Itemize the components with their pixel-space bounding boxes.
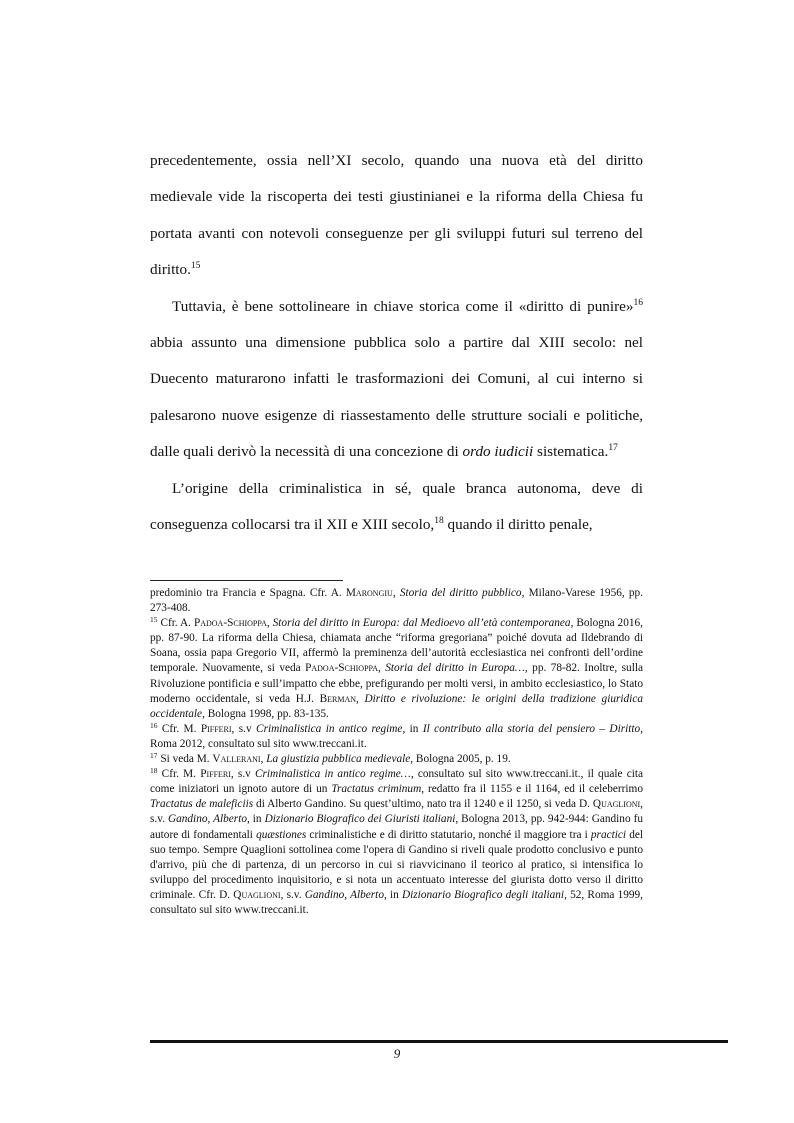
footnote-text: , pp. 78-82. Inoltre, sulla Rivoluzione pontificia e sull’impatto che ebbe, prefigurando per molti versi, in ambito ecclesiastico, lo Stato moderno occidentale, si veda H.J. — [150, 662, 643, 705]
footnote-continuation — [150, 586, 643, 616]
footnote-text: Cfr. M. — [157, 768, 201, 781]
footnote-number: 18 — [150, 766, 158, 776]
footnote-separator — [150, 580, 343, 581]
footnote-ref-16[interactable]: 16 — [633, 297, 643, 308]
page-number: 9 — [393, 1046, 401, 1061]
author-name: Vallerani — [212, 753, 261, 766]
footnote-text: , in — [246, 813, 265, 826]
paragraph-3 — [150, 471, 643, 544]
footnote-ref-18[interactable]: 18 — [434, 516, 444, 527]
footnote-text: , s.v — [231, 722, 257, 735]
footnote-text: , Bologna 2013, pp. 942-944: Gandino fu autore di fondamentali — [150, 813, 643, 841]
work-title: Dizionario Biografico dei Giuristi italiani — [264, 813, 456, 826]
work-title: Tractatus criminum — [331, 783, 422, 796]
work-title: quæstiones — [256, 828, 307, 841]
paragraph-2 — [150, 289, 643, 471]
paragraph-2-text-b: abbia assunto una dimensione pubblica solo a partire dal XIII secolo: nel Duecento maturarono infatti le trasformazioni dei Comuni, al cui interno si palesarono nuove esigenze di riassestamento delle strutture sociali e politiche, dalle quali derivò la necessità di una concezione di — [150, 334, 643, 461]
footnote-text: , — [392, 587, 400, 599]
author-name: Padoa-Schioppa — [193, 617, 267, 630]
footnote-text: , s.v. — [150, 798, 643, 826]
footnote-text: , — [378, 662, 386, 675]
author-name: Pifferi — [200, 768, 231, 781]
footnote-text: , 52, Roma 1999, consultato sul sito www.treccani.it. — [150, 888, 644, 916]
author-name: Quaglioni — [592, 798, 641, 811]
footnote-text: , Bologna 1998, pp. 83-135. — [202, 707, 329, 720]
footnote-18 — [150, 767, 643, 918]
footnote-ref-17[interactable]: 17 — [608, 443, 618, 454]
author-name: Quaglioni — [233, 888, 281, 901]
footnote-text: del suo tempo. Sempre Quaglioni sottolinea come l'opera di Gandino si riveli quale prodotto conclusivo e punto d'arrivo, più che di partenza, di un percorso in cui si riavvicinano il teorico al pratico, si intensifica lo sviluppo del procedimento inquisitorio, e si nota un accentuato interesse del giurista dotto verso il diritto criminale. Cfr. D. — [150, 828, 643, 901]
footnote-text: criminalistiche e di diritto statutario, nonché il maggiore tra i — [306, 828, 591, 841]
footnote-text: , redatto fra il 1155 e il 1164, ed il celeberrimo — [421, 783, 643, 796]
body-text — [150, 143, 643, 543]
work-title: Tractatus de maleficiis — [150, 798, 254, 811]
work-title: Storia del diritto in Europa: dal Medioevo all’età contemporanea — [272, 617, 571, 630]
footnote-text: , s.v — [230, 768, 255, 781]
footnote-text: , in — [383, 888, 402, 901]
paragraph-3-text-b: quando il diritto penale, — [443, 516, 593, 534]
footnote-text: , s.v. — [280, 888, 305, 901]
footnote-number: 16 — [150, 720, 158, 730]
author-name: Padoa-Schioppa — [305, 662, 379, 675]
footnote-text: , in — [402, 722, 423, 735]
work-title: Criminalistica in antico regime — [256, 722, 403, 735]
footer-line — [150, 1040, 728, 1044]
footnote-17 — [150, 752, 643, 767]
footnote-15 — [150, 616, 643, 722]
footnotes — [150, 586, 643, 918]
paragraph-2-italic: ordo iudicii — [462, 443, 534, 461]
footnote-text: , — [260, 753, 267, 766]
paragraph-2-text-c: sistematica. — [533, 443, 609, 461]
work-title: Il contributo alla storia del pensiero – Diritto — [422, 722, 641, 735]
author-name: Pifferi — [200, 722, 232, 735]
footnote-number: 17 — [150, 751, 158, 761]
paragraph-3-text-a: L’origine della criminalistica in sé, quale branca autonoma, deve di conseguenza collocarsi tra il XII e XIII secolo, — [150, 479, 643, 534]
work-title: Gandino, Alberto — [167, 813, 247, 826]
footnote-text: Cfr. A. — [157, 617, 194, 630]
footnote-text: , Milano-Varese 1956, pp. 273-408. — [150, 587, 643, 615]
footnote-ref-15[interactable]: 15 — [190, 261, 201, 272]
author-name: Marongiu — [345, 587, 393, 599]
footnote-text: , Bologna 2005, p. 19. — [410, 753, 511, 766]
footnote-text: predominio tra Francia e Spagna. Cfr. A. — [150, 587, 346, 599]
footnote-text: Cfr. M. — [157, 722, 201, 735]
footnote-text: di Alberto Gandino. Su quest’ultimo, nato tra il 1240 e il 1250, si veda D. — [253, 798, 593, 811]
work-title: Storia del diritto in Europa… — [385, 662, 525, 675]
footnote-text: , — [266, 617, 273, 630]
footnote-text: , Roma 2012, consultato sul sito www.treccani.it. — [150, 722, 644, 750]
footnote-text: , — [356, 692, 365, 705]
work-title: Dizionario Biografico degli italiani — [401, 888, 565, 901]
work-title: La giustizia pubblica medievale — [266, 753, 411, 766]
footnote-number: 15 — [150, 615, 158, 625]
footnote-text: , consultato sul sito www.treccani.it., il quale cita come iniziatori un ignoto autore di un — [150, 768, 643, 796]
work-title: Criminalistica in antico regime… — [254, 768, 411, 781]
footnote-text: Si veda M. — [157, 753, 213, 766]
author-name: Berman — [319, 692, 357, 705]
work-title: Diritto e rivoluzione: le origini della tradizione giuridica occidentale — [150, 692, 643, 720]
footnote-16 — [150, 722, 643, 752]
paragraph-1-text: precedentemente, ossia nell’XI secolo, quando una nuova età del diritto medievale vide la riscoperta dei testi giustinianei e la riforma della Chiesa fu portata avanti con notevoli conseguenze per gli sviluppi futuri sul terreno del diritto. — [150, 152, 643, 279]
work-title: Storia del diritto pubblico — [399, 587, 522, 599]
work-title: Gandino, Alberto — [304, 888, 384, 901]
footnote-text: , Bologna 2016, pp. 87-90. La riforma della Chiesa, chiamata anche “riforma gregoriana” poiché dovuta ad Ildebrando di Soana, ossia papa Gregorio VII, affermò la preminenza dell’autorità ecclesiastica nei confronti dell’ordine temporale. Nuovamente, si veda — [150, 617, 643, 675]
paragraph-1 — [150, 143, 643, 289]
work-title: practici — [590, 828, 627, 841]
paragraph-2-text-a: Tuttavia, è bene sottolineare in chiave storica come il «diritto di punire» — [172, 297, 634, 315]
